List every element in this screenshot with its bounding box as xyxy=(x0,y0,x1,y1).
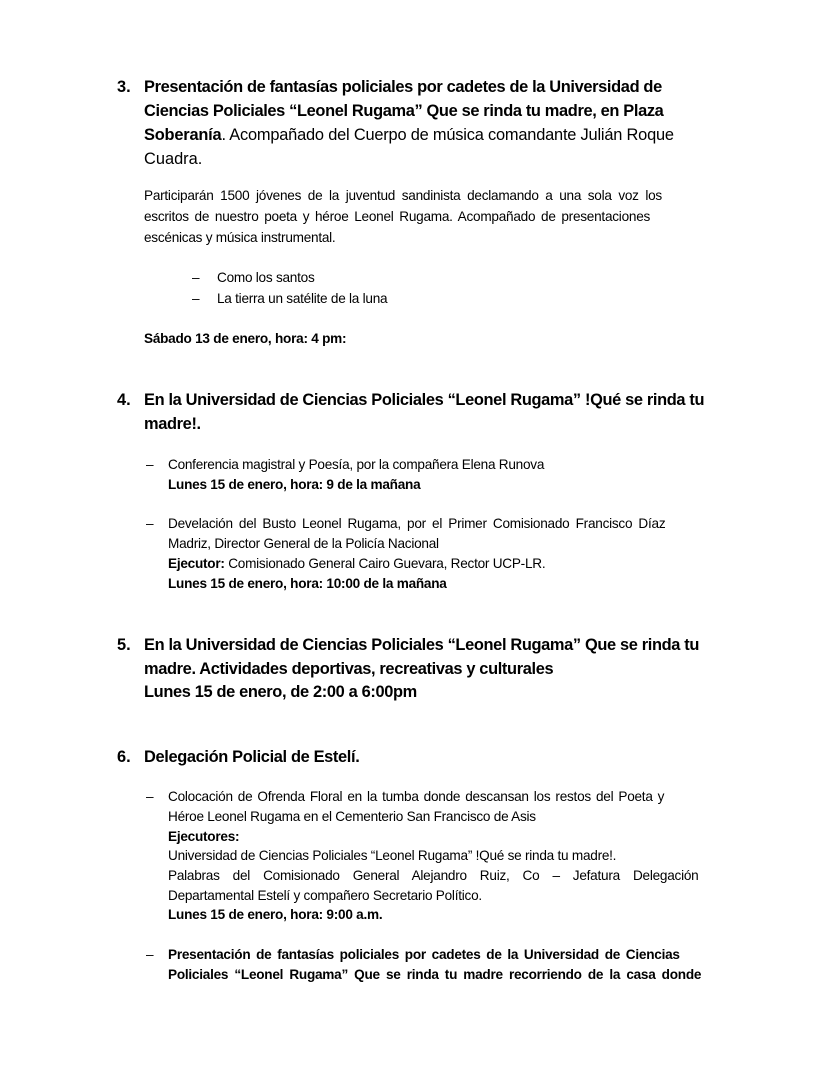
executor-value: Comisionado General Cairo Guevara, Rector UCP-LR. xyxy=(224,556,546,571)
dash-bullet-icon: – xyxy=(146,516,154,531)
dash-bullet-icon: – xyxy=(146,457,154,472)
paragraph-line: escénicas y música instrumental. xyxy=(144,230,336,245)
title-text: Cuadra. xyxy=(144,150,203,168)
item-text: Palabras del Comisionado General Alejandro Ruiz, Co – Jefatura Delegación xyxy=(168,868,699,883)
dash-bullet-icon: – xyxy=(146,789,154,804)
dash-bullet-icon: – xyxy=(146,947,154,962)
item-text: Conferencia magistral y Poesía, por la compañera Elena Runova xyxy=(168,457,545,472)
item-text: Universidad de Ciencias Policiales “Leonel Rugama” !Qué se rinda tu madre!. xyxy=(168,848,617,863)
section-title-line: madre!. xyxy=(144,415,201,433)
title-text: . Acompañado del Cuerpo de música comandante Julián Roque xyxy=(221,126,674,144)
section-number: 3. xyxy=(117,78,131,96)
place-name: Soberanía xyxy=(144,126,222,144)
item-text: Develación del Busto Leonel Rugama, por el Primer Comisionado Francisco Díaz xyxy=(168,516,666,531)
section-number: 6. xyxy=(117,748,131,766)
item-text: Departamental Estelí y compañero Secretario Político. xyxy=(168,888,482,903)
item-text: Policiales “Leonel Rugama” Que se rinda tu madre recorriendo de la casa donde xyxy=(168,967,702,982)
section-title-line xyxy=(144,102,728,121)
item-text: Presentación de fantasías policiales por cadetes de la Universidad de Ciencias xyxy=(168,947,680,962)
event-date: Lunes 15 de enero, de 2:00 a 6:00pm xyxy=(144,683,417,701)
list-item: Como los santos xyxy=(217,270,315,285)
event-date: Lunes 15 de enero, hora: 9 de la mañana xyxy=(168,477,421,492)
executor-line xyxy=(168,556,545,571)
item-text: Héroe Leonel Rugama en el Cementerio San Francisco de Asis xyxy=(168,809,536,824)
section-title-line: En la Universidad de Ciencias Policiales “Leonel Rugama” !Qué se rinda tu xyxy=(144,391,705,409)
paragraph-line: Participarán 1500 jóvenes de la juventud sandinista declamando a una sola voz los xyxy=(144,188,662,203)
section-title-line: Delegación Policial de Estelí. xyxy=(144,748,360,766)
dash-bullet-icon: – xyxy=(192,291,200,306)
list-item: La tierra un satélite de la luna xyxy=(217,291,388,306)
section-title-line: madre. Actividades deportivas, recreativas y culturales xyxy=(144,660,554,678)
section-title-line xyxy=(144,126,674,145)
dash-bullet-icon: – xyxy=(192,270,200,285)
section-title-line: En la Universidad de Ciencias Policiales “Leonel Rugama” Que se rinda tu xyxy=(144,636,700,654)
title-text: Presentación de fantasías policiales por cadetes de la Universidad de xyxy=(144,78,662,96)
section-number: 4. xyxy=(117,391,131,409)
section-title-line xyxy=(144,150,202,169)
event-date: Lunes 15 de enero, hora: 9:00 a.m. xyxy=(168,907,383,922)
section-number: 5. xyxy=(117,636,131,654)
item-text: Colocación de Ofrenda Floral en la tumba donde descansan los restos del Poeta y xyxy=(168,789,665,804)
section-title-line xyxy=(144,78,728,97)
executors-label: Ejecutores: xyxy=(168,829,240,844)
paragraph-line: escritos de nuestro poeta y héroe Leonel Rugama. Acompañado de presentaciones xyxy=(144,209,651,224)
executor-label: Ejecutor: xyxy=(168,556,225,571)
item-text: Madriz, Director General de la Policía Nacional xyxy=(168,536,439,551)
event-date: Lunes 15 de enero, hora: 10:00 de la mañana xyxy=(168,576,447,591)
event-date: Sábado 13 de enero, hora: 4 pm: xyxy=(144,331,347,346)
section-3-title-line-1 xyxy=(144,78,728,97)
title-text: Ciencias Policiales “Leonel Rugama” Que se rinda tu madre, en Plaza xyxy=(144,102,664,120)
